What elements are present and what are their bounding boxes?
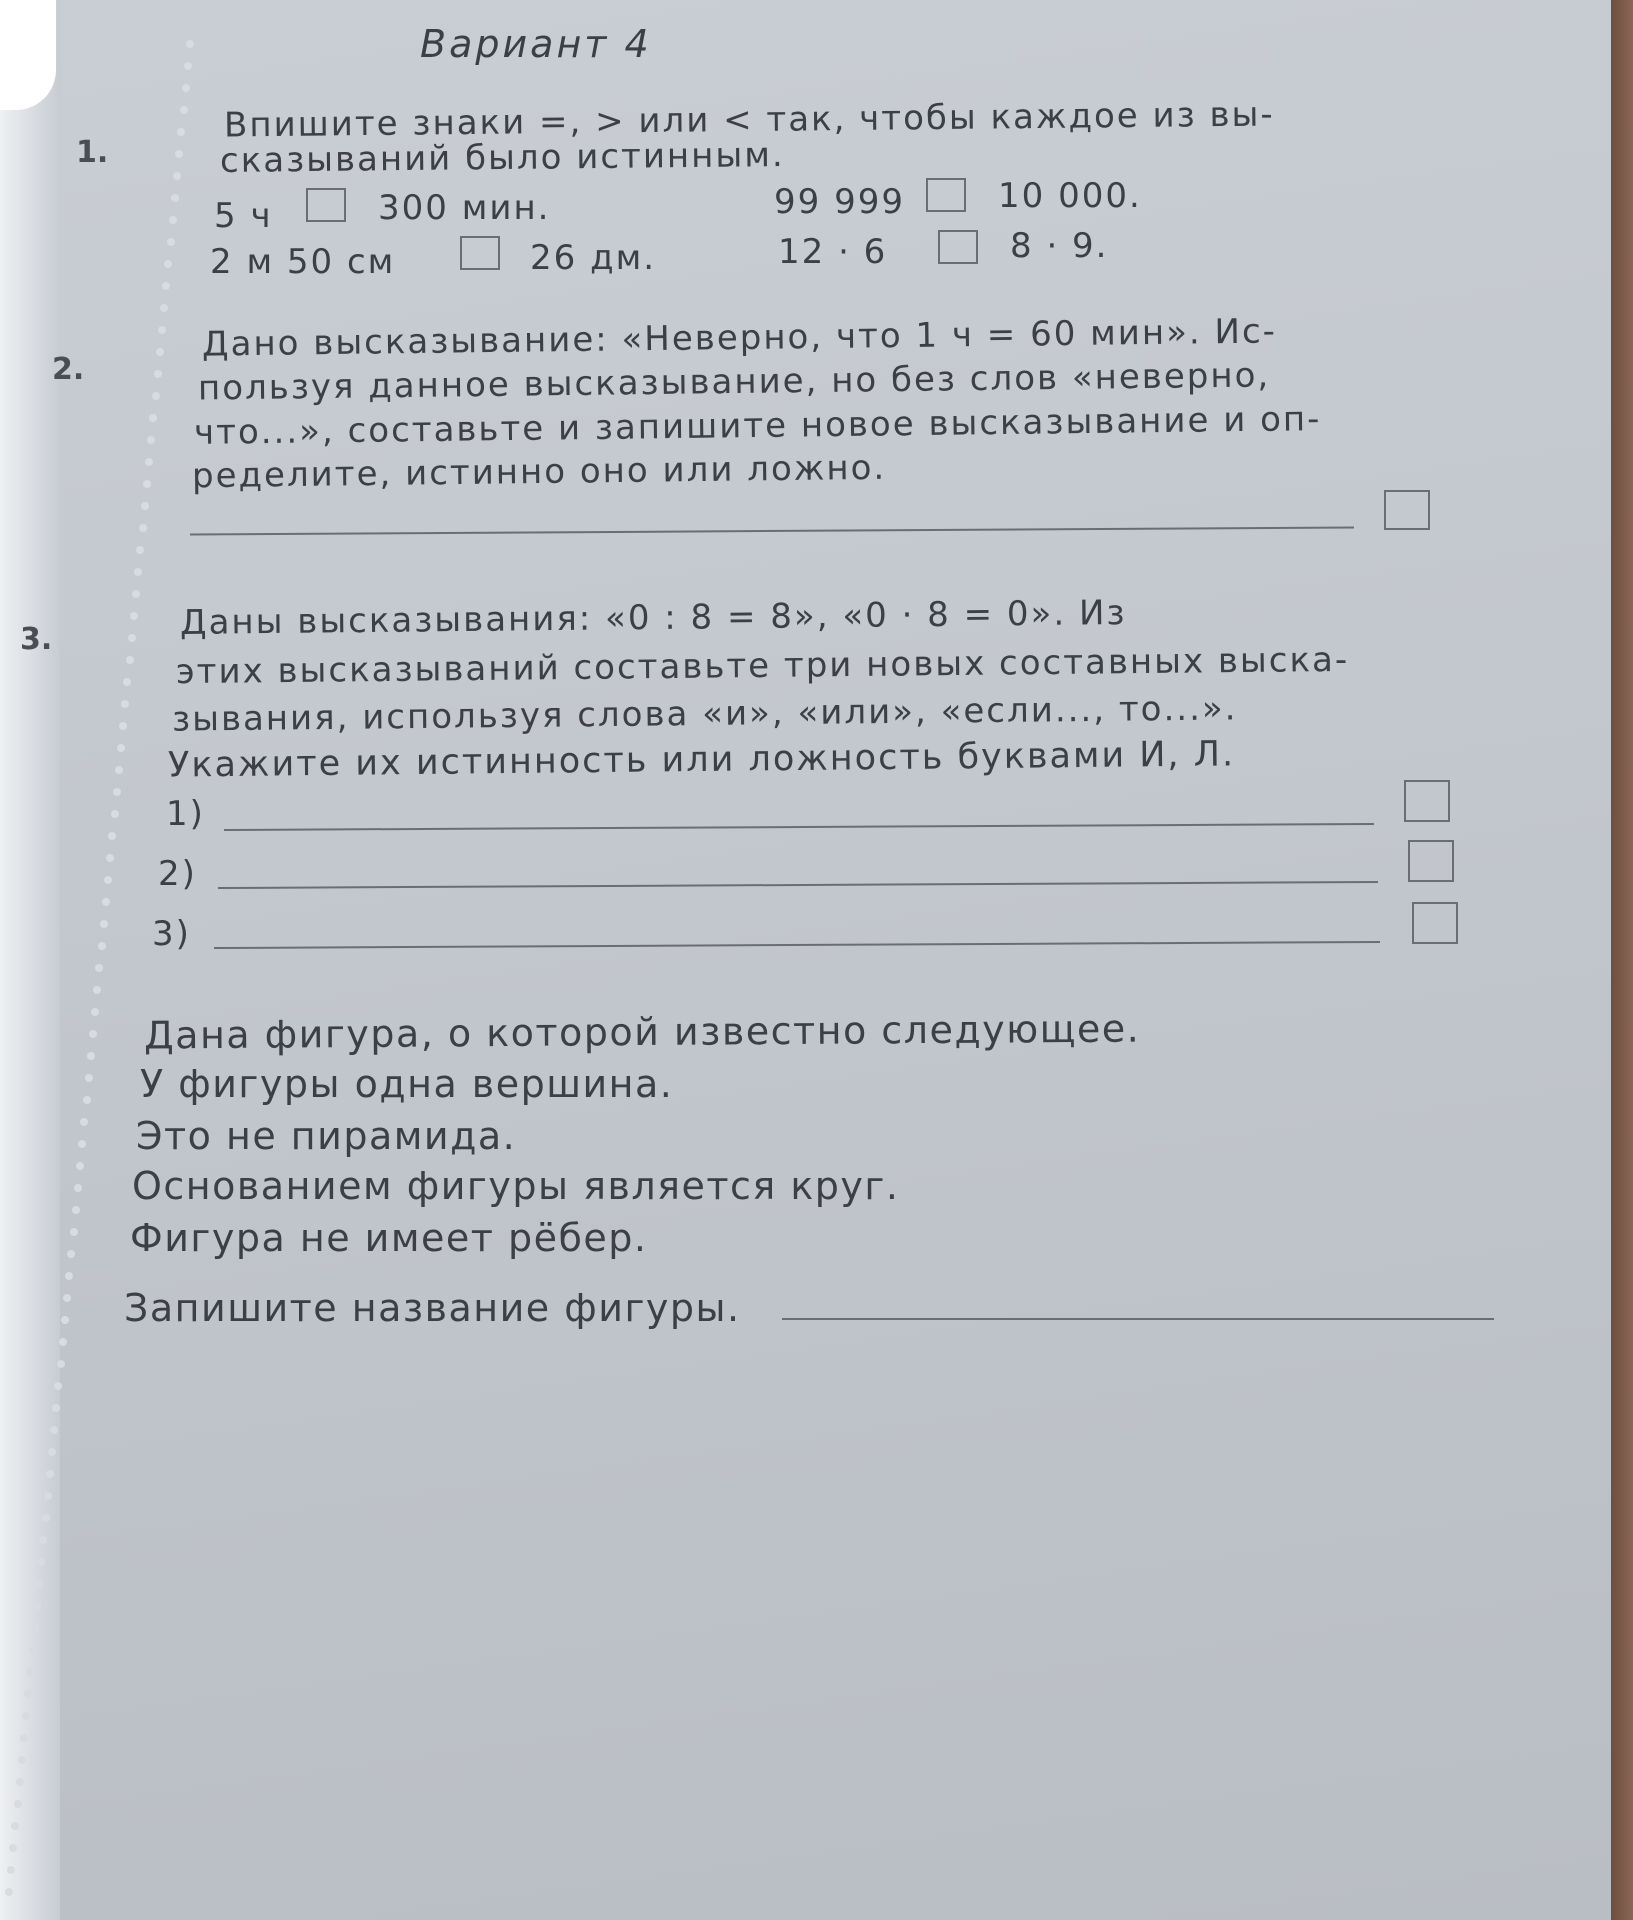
- binding-hole: [50, 1426, 58, 1434]
- binding-hole: [136, 546, 144, 554]
- answer-1-box[interactable]: [1404, 780, 1450, 822]
- binding-hole: [145, 458, 153, 466]
- binding-hole: [76, 1162, 84, 1170]
- task-4-line-5: Фигура не имеет рёбер.: [130, 1216, 648, 1260]
- binding-hole: [126, 656, 134, 664]
- binding-hole: [85, 1074, 93, 1082]
- binding-hole: [29, 1646, 37, 1654]
- binding-hole: [169, 216, 177, 224]
- binding-hole: [18, 1756, 26, 1764]
- binding-hole: [154, 370, 162, 378]
- binding-hole: [143, 480, 151, 488]
- binding-hole: [78, 1140, 86, 1148]
- binding-hole: [102, 898, 110, 906]
- binding-hole: [9, 1844, 17, 1852]
- binding-hole: [182, 84, 190, 92]
- binding-hole: [52, 1404, 60, 1412]
- binding-hole: [83, 1096, 91, 1104]
- comparison-2-sign-box[interactable]: [926, 178, 966, 212]
- task-3-number: 3.: [20, 622, 53, 657]
- binding-hole: [42, 1514, 50, 1522]
- task-4-answer-line[interactable]: [782, 1318, 1494, 1320]
- task-4-line-4: Основанием фигуры является круг.: [132, 1164, 900, 1208]
- binding-hole: [63, 1294, 71, 1302]
- binding-hole: [108, 832, 116, 840]
- binding-hole: [95, 964, 103, 972]
- comparison-3-left: 2 м 50 см: [210, 242, 396, 282]
- task-4-line-1: Дана фигура, о которой известно следующее.: [143, 1006, 1141, 1058]
- binding-hole: [156, 348, 164, 356]
- binding-hole: [89, 1030, 97, 1038]
- binding-hole: [152, 392, 160, 400]
- binding-hole: [180, 106, 188, 114]
- binding-hole: [162, 282, 170, 290]
- binding-hole: [117, 744, 125, 752]
- task-4-line-2: У фигуры одна вершина.: [140, 1062, 674, 1106]
- task-2-line-2: пользуя данное высказывание, но без слов «неверно,: [197, 355, 1271, 409]
- binding-hole: [7, 1866, 15, 1874]
- task-4-prompt: Запишите название фигуры.: [124, 1286, 741, 1330]
- binding-hole: [173, 172, 181, 180]
- binding-hole: [80, 1118, 88, 1126]
- comparison-3-right: 26 дм.: [530, 238, 657, 278]
- binding-hole: [87, 1052, 95, 1060]
- binding-hole: [14, 1800, 22, 1808]
- binding-hole: [149, 414, 157, 422]
- binding-hole: [139, 524, 147, 532]
- binding-hole: [128, 634, 136, 642]
- binding-hole: [74, 1184, 82, 1192]
- comparison-3-sign-box[interactable]: [460, 236, 500, 270]
- binding-hole: [147, 436, 155, 444]
- binding-hole: [158, 326, 166, 334]
- binding-hole: [93, 986, 101, 994]
- binding-hole: [65, 1272, 73, 1280]
- binding-hole: [16, 1778, 24, 1786]
- comparison-1-sign-box[interactable]: [306, 188, 346, 222]
- binding-hole: [44, 1492, 52, 1500]
- binding-hole: [106, 854, 114, 862]
- comparison-4-left: 12 · 6: [778, 232, 888, 272]
- task-1-number: 1.: [76, 135, 109, 170]
- binding-hole: [20, 1734, 28, 1742]
- binding-hole: [184, 62, 192, 70]
- binding-hole: [186, 40, 194, 48]
- answer-1-line[interactable]: [224, 823, 1374, 831]
- table-background: [1611, 0, 1633, 1920]
- binding-hole: [111, 810, 119, 818]
- task-2-line-1: Дано высказывание: «Неверно, что 1 ч = 60 мин». Ис-: [201, 311, 1278, 365]
- binding-hole: [5, 1888, 13, 1896]
- binding-hole: [33, 1602, 41, 1610]
- task-3-line-2: этих высказываний составьте три новых составных выска-: [175, 639, 1350, 693]
- answer-3-box[interactable]: [1412, 902, 1458, 944]
- binding-hole: [164, 260, 172, 268]
- binding-hole: [91, 1008, 99, 1016]
- binding-hole: [130, 612, 138, 620]
- binding-hole: [113, 788, 121, 796]
- binding-hole: [141, 502, 149, 510]
- binding-hole: [39, 1536, 47, 1544]
- binding-hole: [46, 1470, 54, 1478]
- binding-hole: [61, 1316, 69, 1324]
- binding-hole: [98, 942, 106, 950]
- answer-1-label: 1): [166, 794, 205, 834]
- answer-2-line[interactable]: [218, 881, 1378, 889]
- binding-hole: [123, 678, 131, 686]
- binding-holes: [0, 0, 200, 1920]
- binding-hole: [35, 1580, 43, 1588]
- task-3-line-3: зывания, используя слова «и», «или», «если..., то...».: [171, 688, 1238, 740]
- binding-hole: [11, 1822, 19, 1830]
- answer-2-box[interactable]: [1408, 840, 1454, 882]
- task-1-line-2: сказываний было истинным.: [219, 135, 785, 181]
- task-2-line-3: что...», составьте и запишите новое высказывание и оп-: [193, 399, 1322, 453]
- task-2-answer-line[interactable]: [190, 526, 1354, 535]
- task-2-answer-box[interactable]: [1384, 490, 1430, 530]
- binding-hole: [70, 1228, 78, 1236]
- binding-hole: [67, 1250, 75, 1258]
- binding-hole: [72, 1206, 80, 1214]
- answer-3-line[interactable]: [214, 941, 1380, 949]
- binding-hole: [171, 194, 179, 202]
- task-3-line-4: Укажите их истинность или ложность буквами И, Л.: [167, 734, 1236, 786]
- answer-3-label: 3): [152, 914, 191, 954]
- binding-hole: [48, 1448, 56, 1456]
- task-2-number: 2.: [52, 352, 85, 387]
- answer-2-label: 2): [158, 854, 197, 894]
- comparison-1-left: 5 ч: [214, 196, 273, 236]
- binding-hole: [57, 1360, 65, 1368]
- binding-hole: [167, 238, 175, 246]
- binding-hole: [37, 1558, 45, 1566]
- binding-hole: [132, 590, 140, 598]
- binding-hole: [160, 304, 168, 312]
- binding-hole: [24, 1690, 32, 1698]
- comparison-2-right: 10 000.: [998, 176, 1142, 216]
- task-4-line-3: Это не пирамида.: [136, 1114, 517, 1158]
- binding-hole: [100, 920, 108, 928]
- binding-hole: [22, 1712, 30, 1720]
- task-1-line-1: Впишите знаки =, > или < так, чтобы каждое из вы-: [223, 94, 1275, 146]
- binding-hole: [121, 700, 129, 708]
- binding-hole: [104, 876, 112, 884]
- task-3-line-1: Даны высказывания: «0 : 8 = 8», «0 · 8 = 0». Из: [179, 593, 1127, 643]
- comparison-4-sign-box[interactable]: [938, 230, 978, 264]
- comparison-4-right: 8 · 9.: [1010, 226, 1109, 266]
- binding-hole: [54, 1382, 62, 1390]
- binding-hole: [59, 1338, 67, 1346]
- binding-hole: [134, 568, 142, 576]
- binding-hole: [119, 722, 127, 730]
- variant-title: Вариант 4: [420, 22, 652, 66]
- binding-hole: [175, 150, 183, 158]
- task-2-line-4: ределите, истинно оно или ложно.: [191, 447, 887, 497]
- binding-hole: [31, 1624, 39, 1632]
- binding-hole: [26, 1668, 34, 1676]
- binding-hole: [115, 766, 123, 774]
- comparison-2-left: 99 999: [774, 182, 905, 222]
- comparison-1-right: 300 мин.: [378, 188, 551, 228]
- binding-hole: [177, 128, 185, 136]
